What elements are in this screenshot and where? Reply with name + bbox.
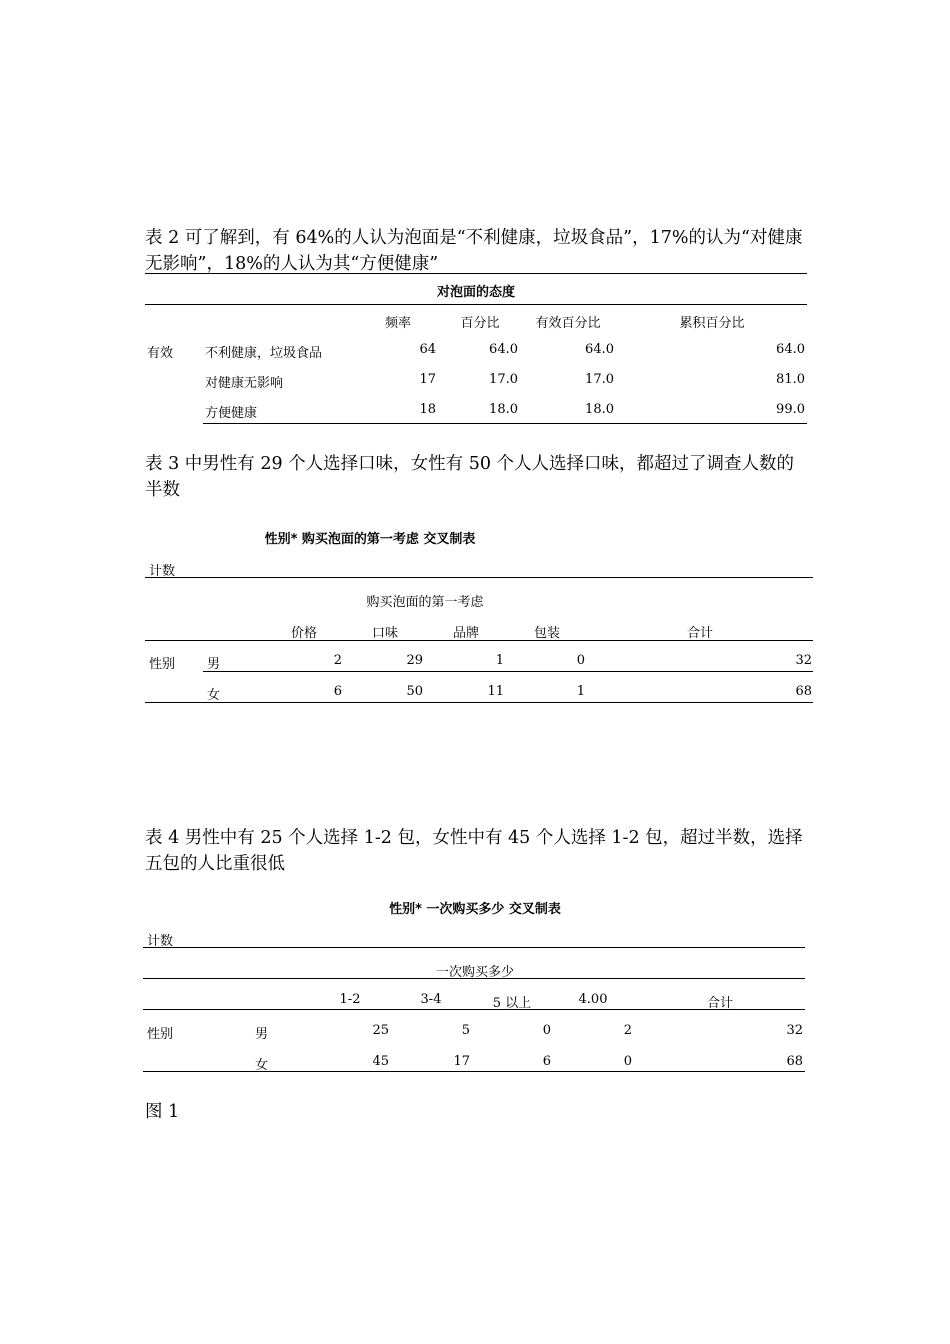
col-header: 包装 [533, 626, 560, 641]
cell-value: 45 [372, 1054, 389, 1069]
paragraph-table2-intro: 表 2 可了解到，有 64%的人认为泡面是“不利健康，垃圾食品”，17%的认为“对健康无影响”，18%的人认为其“方便健康” [145, 228, 803, 274]
col-header: 合计 [686, 626, 713, 641]
table-title: 性别* 购买泡面的第一考虑 交叉制表 [264, 532, 476, 547]
col-header: 口味 [371, 626, 398, 641]
table-top-rule [145, 273, 807, 274]
cell-value: 6 [542, 1054, 551, 1069]
row-label: 男 [207, 657, 221, 672]
cell-value: 64.0 [489, 342, 518, 357]
cell-value: 64 [419, 342, 436, 357]
cell-value: 25 [372, 1023, 389, 1038]
row-group-label: 性别 [149, 657, 176, 672]
paragraph-table4-intro: 表 4 男性中有 25 个人选择 1-2 包，女性中有 45 个人选择 1-2 包，超过半数，选择五包的人比重很低 [145, 828, 803, 874]
col-header: 有效百分比 [535, 316, 601, 331]
cell-value: 99.0 [776, 402, 805, 417]
cell-value: 6 [333, 684, 342, 699]
cell-value: 18 [419, 402, 436, 417]
cell-value: 64.0 [776, 342, 805, 357]
cell-value: 18.0 [585, 402, 614, 417]
table-rule [143, 1009, 805, 1010]
table-rule [203, 671, 813, 672]
row-label: 不利健康，垃圾食品 [205, 346, 323, 361]
cell-value: 17.0 [585, 372, 614, 387]
cell-value: 5 [461, 1023, 470, 1038]
cell-value: 32 [795, 653, 812, 668]
table-rule [145, 640, 813, 641]
row-group-label: 性别 [147, 1027, 174, 1042]
col-header: 累积百分比 [679, 316, 745, 331]
cell-value: 11 [487, 684, 504, 699]
row-label: 女 [255, 1058, 269, 1073]
row-label: 女 [207, 688, 221, 703]
col-header: 4.00 [578, 992, 608, 1007]
table-top-rule [145, 577, 813, 578]
cell-value: 32 [786, 1023, 803, 1038]
cell-value: 17.0 [489, 372, 518, 387]
col-header: 1-2 [339, 992, 361, 1007]
table-bottom-rule [203, 423, 807, 424]
cell-value: 2 [623, 1023, 632, 1038]
table-bottom-rule [143, 1071, 805, 1072]
table-rule [143, 978, 805, 979]
count-label: 计数 [147, 934, 174, 949]
cell-value: 1 [495, 653, 504, 668]
row-label: 对健康无影响 [205, 376, 284, 391]
col-header: 价格 [290, 626, 317, 641]
cell-value: 17 [419, 372, 436, 387]
table-title: 性别* 一次购买多少 交叉制表 [389, 902, 561, 917]
col-header: 频率 [384, 316, 411, 331]
cell-value: 0 [576, 653, 585, 668]
cell-value: 81.0 [776, 372, 805, 387]
table-bottom-rule [145, 702, 813, 703]
row-label: 男 [255, 1027, 269, 1042]
cell-value: 68 [795, 684, 812, 699]
cell-value: 0 [623, 1054, 632, 1069]
col-header: 品牌 [452, 626, 479, 641]
cell-value: 0 [542, 1023, 551, 1038]
figure-caption: 图 1 [145, 1102, 180, 1122]
table-rule [145, 304, 807, 305]
row-group-label: 有效 [147, 346, 174, 361]
cell-value: 68 [786, 1054, 803, 1069]
cell-value: 50 [406, 684, 423, 699]
col-header: 5 以上 [492, 996, 532, 1011]
col-header: 百分比 [460, 316, 500, 331]
table-top-rule [143, 947, 805, 948]
col-header: 合计 [706, 996, 733, 1011]
cell-value: 64.0 [585, 342, 614, 357]
cell-value: 1 [576, 684, 585, 699]
cell-value: 17 [453, 1054, 470, 1069]
col-header: 3-4 [420, 992, 442, 1007]
spanning-header: 购买泡面的第一考虑 [366, 595, 484, 610]
row-label: 方便健康 [205, 406, 258, 421]
cell-value: 2 [333, 653, 342, 668]
table-title: 对泡面的态度 [436, 285, 515, 300]
spanning-header: 一次购买多少 [435, 965, 514, 980]
cell-value: 18.0 [489, 402, 518, 417]
cell-value: 29 [406, 653, 423, 668]
paragraph-table3-intro: 表 3 中男性有 29 个人选择口味，女性有 50 个人人选择口味，都超过了调查人数的半数 [145, 454, 795, 500]
count-label: 计数 [149, 564, 176, 579]
